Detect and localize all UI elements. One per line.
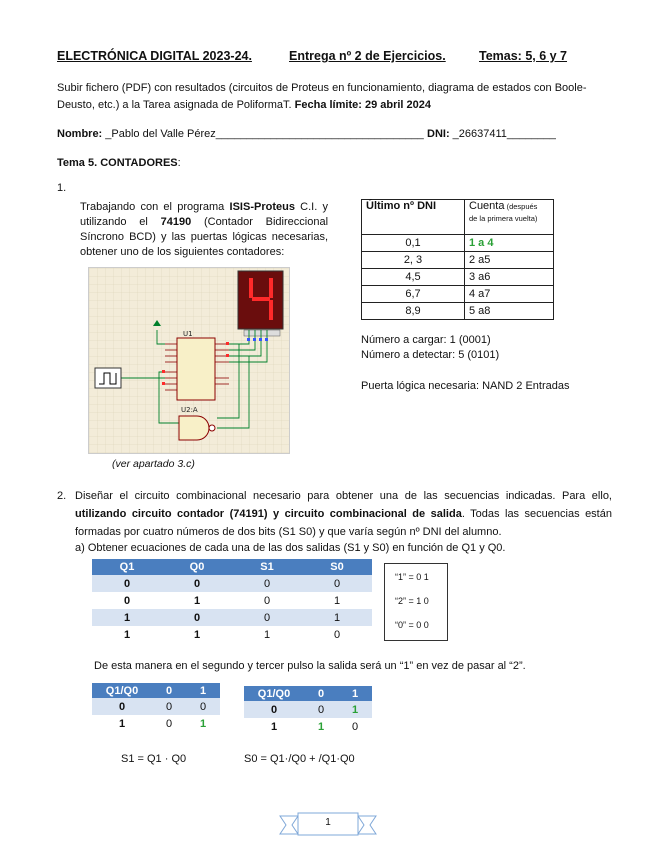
exercise-2-number: 2. [57,490,67,502]
table-row: 1 1 0 [270,720,359,733]
table-row: 8,9 5 a8 [362,303,554,320]
subsection-a: a) Obtener ecuaciones de cada una de las dos salidas (S1 y S0) en función de Q1 y Q0. [75,542,506,554]
selected-count: 1 a 4 [465,235,554,252]
load-detect-info [361,333,499,363]
header-last-dni: Último nº DNI [362,200,465,235]
student-line [57,128,617,140]
section-heading: Tema 5. CONTADORES: [57,157,181,169]
topics-title: Temas: 5, 6 y 7 [479,49,568,63]
header-count: Cuenta (después de la primera vuelta) [465,200,554,235]
table-row: 2, 3 2 a5 [362,252,554,269]
table-row: 0 1 0 1 [92,592,372,609]
table-row: 0,1 1 a 4 [362,235,554,252]
exercise-2-text: 2. Diseñar el circuito combinacional necesario para obtener una de las secuencias indicadas. Para ello, utilizando circuito contador (74191) y circuito combinacional de salida. Todas las secuencias están formadas por cuatro números de dos bits (S1 S0) y que varía según nº DNI del alumno. [57,487,612,541]
counter-ic [177,338,215,400]
dni-count-table [361,199,554,320]
table-row: 1 0 1 [118,717,207,730]
load-number: Número a cargar: 1 (0001) [361,334,491,346]
course-title: ELECTRÓNICA DIGITAL 2023-24. [57,49,252,63]
table-row: 1 0 0 1 [92,609,372,626]
deadline: Fecha límite: 29 abril 2024 [294,99,432,111]
table-row: 1 1 1 0 [92,626,372,643]
equation-s1: S1 = Q1 · Q0 [121,753,187,765]
table-row: 0 0 0 0 [92,575,372,592]
circuit-diagram [89,268,289,453]
table-row: 4,5 3 a6 [362,269,554,286]
table-row: 0 0 0 [92,698,220,715]
karnaugh-map-s1: Q1/Q0 0 1 0 0 0 1 0 1 [92,683,220,732]
exercise-1-number: 1. [57,182,67,194]
u2-label: U2:A [181,406,198,414]
detect-number: Número a detectar: 5 (0101) [361,349,500,361]
table-row: 0 0 1 [244,701,372,718]
proteus-circuit-image [88,267,290,454]
page-number-ribbon [278,812,378,838]
circuit-caption: (ver apartado 3.c) [112,458,195,470]
equation-s0: S0 = Q1·/Q0 + /Q1·Q0 [244,753,355,765]
table-row: 6,7 4 a7 [362,286,554,303]
delivery-title: Entrega nº 2 de Ejercicios. [289,49,446,63]
gate-info: Puerta lógica necesaria: NAND 2 Entradas [361,380,570,392]
intro-paragraph: Subir fichero (PDF) con resultados (circuitos de Proteus en funcionamiento, diagrama de estados con Boole-Deusto, etc.) a la Tarea asignada de PoliformaT. Fecha límite: 29 abril 2024 [57,82,587,111]
page-number: 1 [325,817,331,828]
dni-label: DNI: [427,128,453,140]
u1-label: U1 [183,330,193,338]
name-label: Nombre: [57,128,106,140]
explanation-note: De esta manera en el segundo y tercer pulso la salida será un “1” en vez de pasar al “2”. [94,660,526,672]
exercise-1-text: Trabajando con el programa ISIS-Proteus C.I. y utilizando el 74190 (Contador Bidireccional Síncrono BCD) y las puertas lógicas necesarias, obtener uno de los siguientes contadores: [80,201,329,258]
truth-table: Q1 Q0 S1 S0 0 0 0 0 0 1 0 1 1 0 0 1 1 1 1 0 [92,559,372,643]
karnaugh-map-s0: Q1/Q0 0 1 0 0 1 1 1 0 [244,686,372,735]
clock-source [95,368,121,388]
dni-value: _26637411________ [452,128,556,140]
code-legend-box: “1” = 0 1 “2” = 1 0 “0” = 0 0 [384,563,448,641]
name-value: _Pablo del Valle Pérez__________________________________ [105,128,424,140]
nand-gate [179,416,209,440]
